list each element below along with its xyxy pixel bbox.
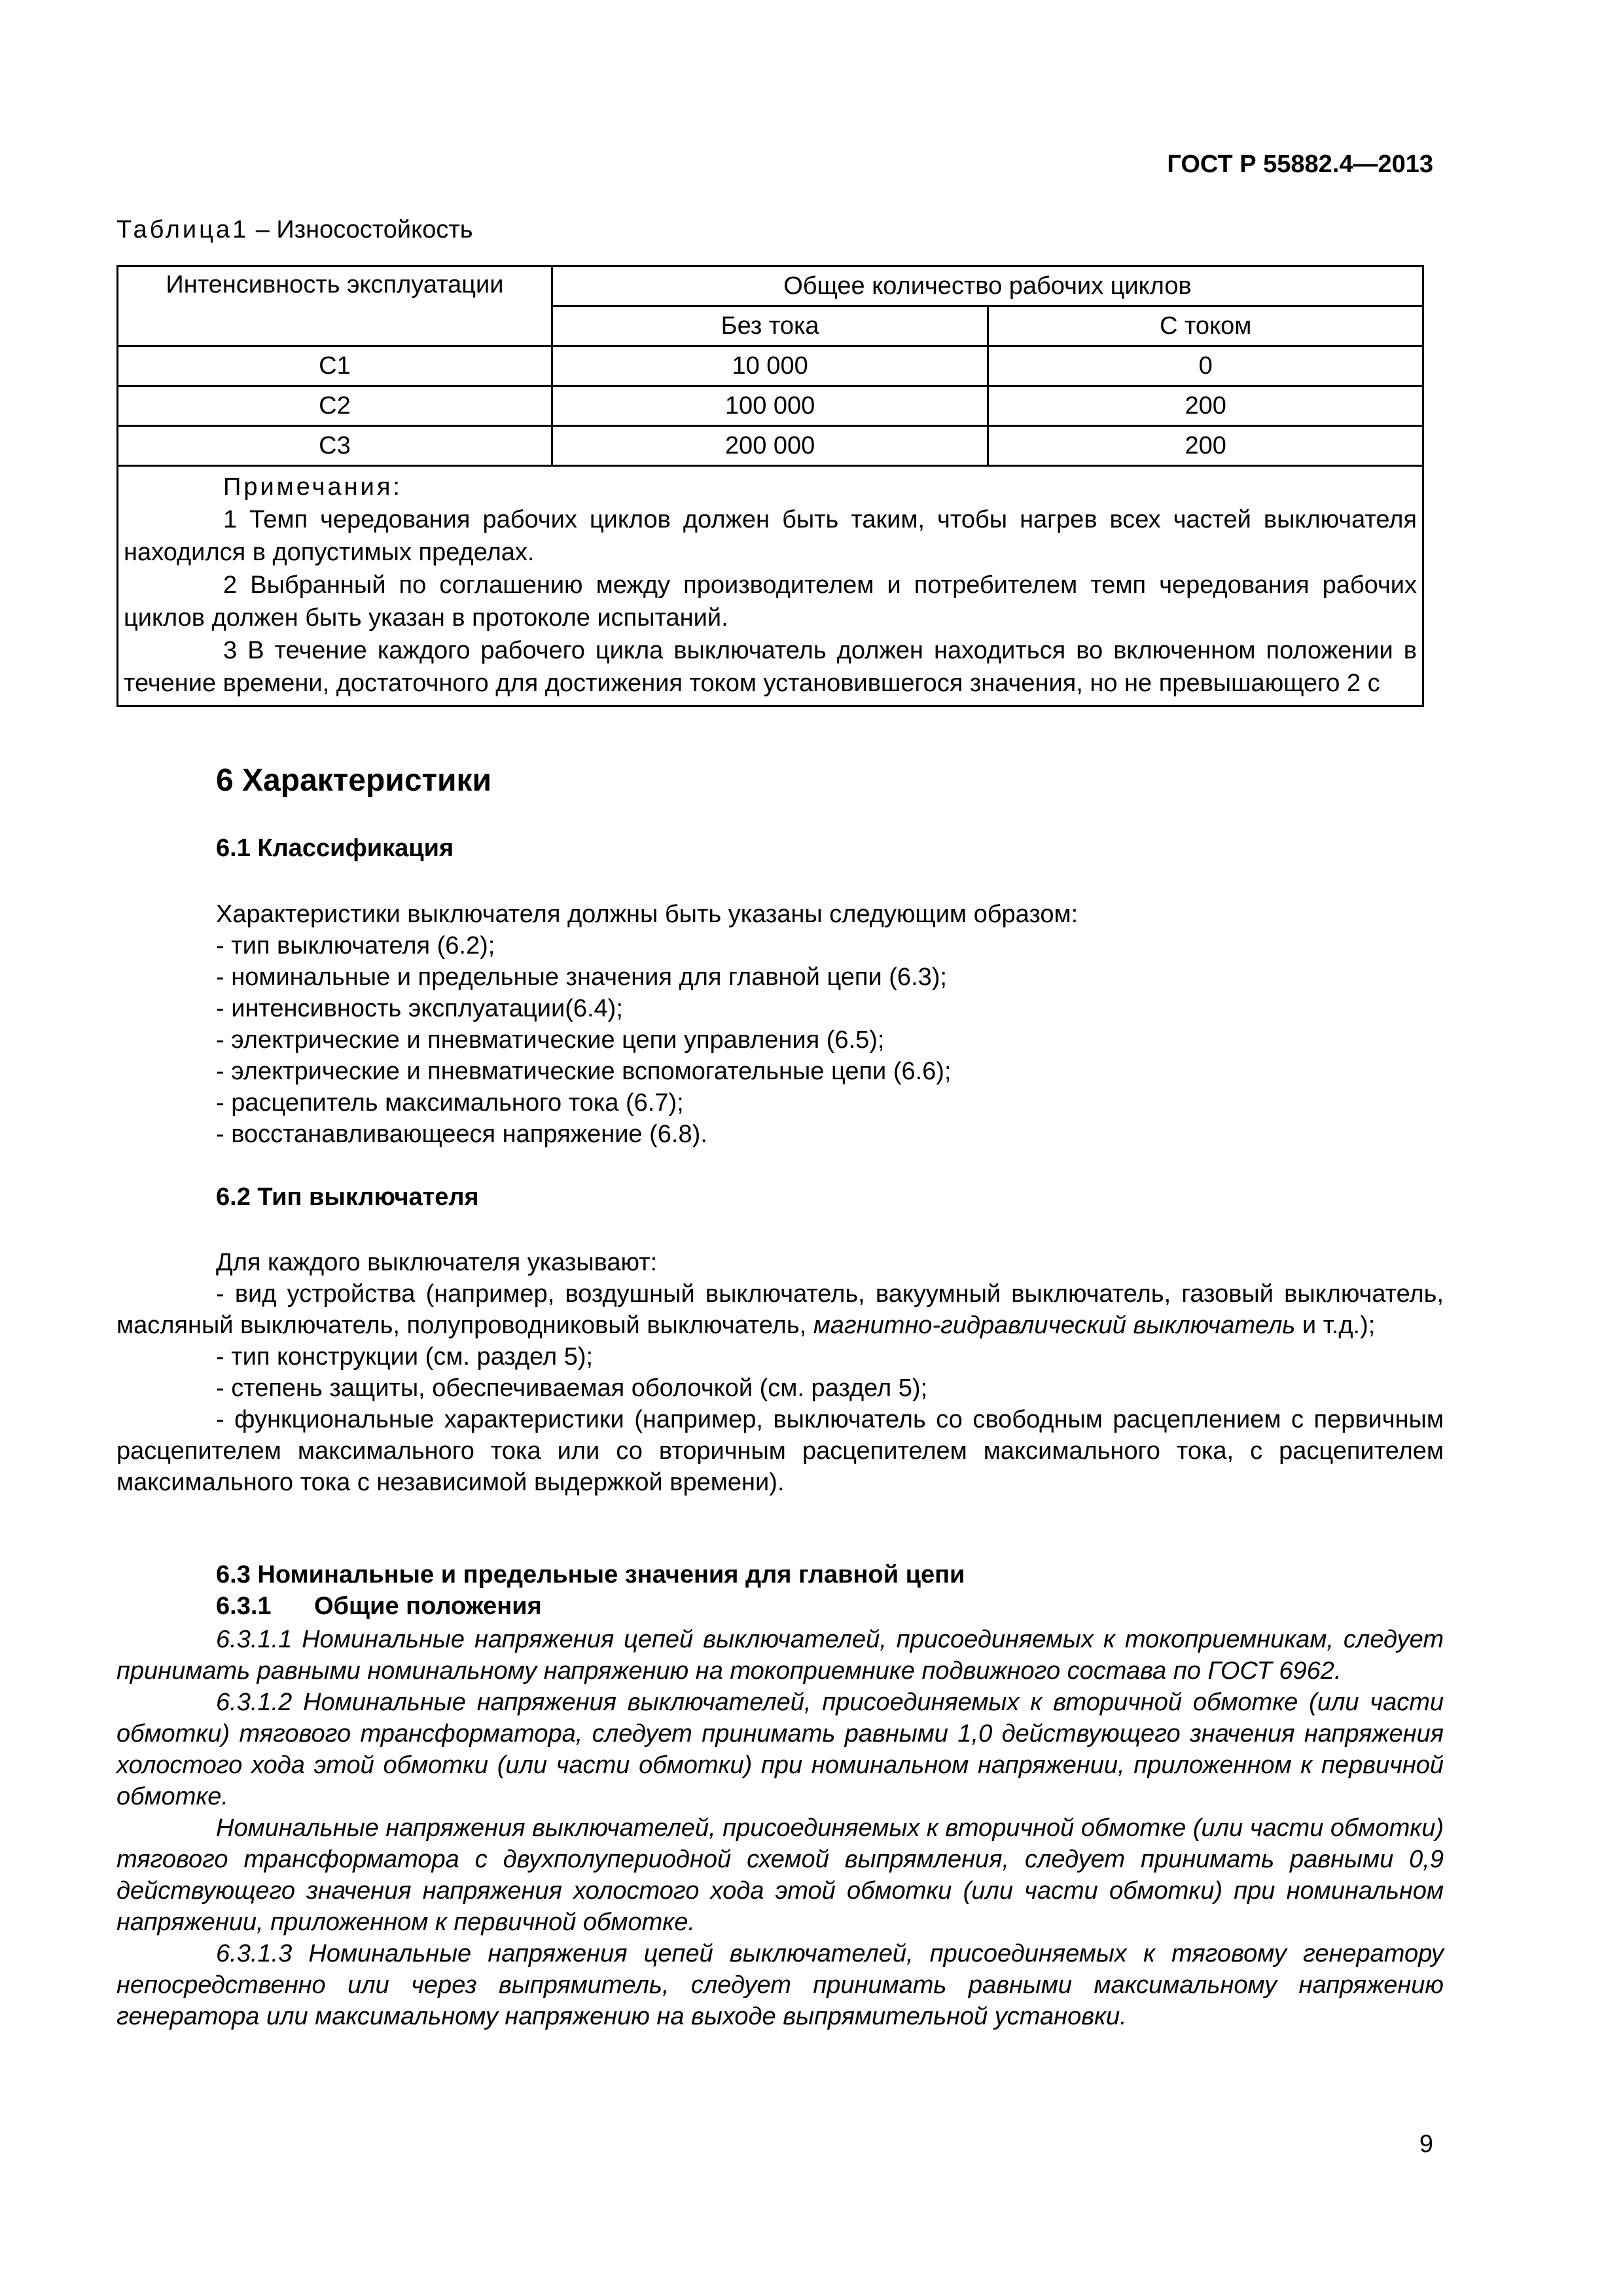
cell-no-current: 10 000	[552, 346, 988, 386]
table-notes-row	[118, 466, 1423, 706]
list-item: - электрические и пневматические цепи управления (6.5);	[216, 1026, 885, 1054]
table-row	[118, 386, 1423, 426]
cell-no-current: 100 000	[552, 386, 988, 426]
breaker-type-item-3: - степень защиты, обеспечиваемая оболочкой (см. раздел 5);	[216, 1374, 928, 1402]
cell-intensity: С2	[118, 386, 552, 426]
list-item: - интенсивность эксплуатации(6.4);	[216, 995, 623, 1022]
header-with-current: С током	[988, 306, 1423, 346]
breaker-type-item-1: - вид устройства (например, воздушный выключатель, вакуумный выключатель, газовый выключатель, масляный выключатель, полупроводниковый выключатель, магнитно-гидравлический выключатель и т.д.);	[116, 1280, 1444, 1339]
table-notes	[118, 466, 1423, 706]
notes-title: Примечания:	[223, 473, 402, 501]
header-total-cycles: Общее количество рабочих циклов	[552, 266, 1423, 306]
classification-list	[216, 899, 1078, 1150]
section-6-heading: 6 Характеристики	[216, 763, 492, 798]
paragraph-6-3-1-2: 6.3.1.2 Номинальные напряжения выключателей, присоединяемых к вторичной обмотке (или части обмотки) тягового трансформатора, следует принимать равными 1,0 действующего значения напряжения холостого хода этой обмотки (или части обмотки) при номинальном напряжении, приложенном к первичной обмотке.	[116, 1689, 1444, 1810]
table-row	[118, 346, 1423, 386]
table-caption	[116, 216, 473, 244]
section-6-3-heading: 6.3 Номинальные и предельные значения для главной цепи	[216, 1561, 965, 1588]
cell-with-current: 200	[988, 386, 1423, 426]
list-item: - тип выключателя (6.2);	[216, 932, 495, 960]
main-circuit-text	[116, 1624, 1444, 2032]
header-intensity: Интенсивность эксплуатации	[118, 266, 552, 346]
paragraph-6-3-1-3: 6.3.1.3 Номинальные напряжения цепей выключателей, присоединяемых к тяговому генератору непосредственно или через выпрямитель, следует принимать равными максимальному напряжению генератора или максимальному напряжению на выходе выпрямительной установки.	[116, 1940, 1444, 2030]
table-caption-title: – Износостойкость	[255, 216, 473, 243]
table-row	[118, 426, 1423, 466]
table-caption-word: Таблица	[116, 216, 232, 243]
list-item: - номинальные и предельные значения для главной цепи (6.3);	[216, 963, 947, 991]
paragraph-6-3-1-1: 6.3.1.1 Номинальные напряжения цепей выключателей, присоединяемых к токоприемникам, следует принимать равными номинальному напряжению на токоприемнике подвижного состава по ГОСТ 6962.	[116, 1626, 1444, 1685]
cell-intensity: С1	[118, 346, 552, 386]
breaker-type-item-2: - тип конструкции (см. раздел 5);	[216, 1343, 594, 1371]
table-header-row	[118, 266, 1423, 306]
wear-resistance-table	[116, 265, 1424, 707]
classification-intro: Характеристики выключателя должны быть указаны следующим образом:	[216, 901, 1079, 928]
section-6-2-heading: 6.2 Тип выключателя	[216, 1183, 479, 1211]
list-item: - расцепитель максимального тока (6.7);	[216, 1089, 684, 1117]
section-6-1-heading: 6.1 Классификация	[216, 834, 454, 862]
paragraph-6-3-1-2-cont: Номинальные напряжения выключателей, присоединяемых к вторичной обмотке (или части обмотки) тягового трансформатора с двухполупериодной схемой выпрямления, следует принимать равными 0,9 действующего значения напряжения холостого хода этой обмотки (или части обмотки) при номинальном напряжении, приложенном к первичной обмотке.	[116, 1814, 1444, 1936]
section-6-3-1-number: 6.3.1	[216, 1592, 272, 1620]
table-caption-number: 1	[232, 216, 249, 243]
breaker-type-block	[116, 1247, 1444, 1498]
list-item: - электрические и пневматические вспомогательные цепи (6.6);	[216, 1058, 952, 1085]
page-number: 9	[1419, 2130, 1433, 2158]
header-no-current: Без тока	[552, 306, 988, 346]
note-2: 2 Выбранный по соглашению между производителем и потребителем темп чередования рабочих циклов должен быть указан в протоколе испытаний.	[124, 571, 1417, 632]
cell-intensity: С3	[118, 426, 552, 466]
section-6-3-1-title: Общие положения	[314, 1592, 542, 1620]
breaker-type-item-4: - функциональные характеристики (например, выключатель со свободным расцеплением с первичным расцепителем максимального тока или со вторичным расцепителем максимального тока, с расцепителем максимального тока с независимой выдержкой времени).	[116, 1406, 1444, 1496]
note-3: 3 В течение каждого рабочего цикла выключатель должен находиться во включенном положении в течение времени, достаточного для достижения током установившегося значения, но не превышающего 2 с	[124, 637, 1417, 697]
breaker-type-intro: Для каждого выключателя указывают:	[216, 1249, 658, 1276]
cell-no-current: 200 000	[552, 426, 988, 466]
cell-with-current: 200	[988, 426, 1423, 466]
note-1: 1 Темп чередования рабочих циклов должен быть таким, чтобы нагрев всех частей выключателя находился в допустимых пределах.	[124, 506, 1417, 566]
cell-with-current: 0	[988, 346, 1423, 386]
list-item: - восстанавливающееся напряжение (6.8).	[216, 1121, 707, 1148]
document-code: ГОСТ Р 55882.4—2013	[1167, 151, 1433, 178]
section-6-3-1-heading	[216, 1592, 542, 1621]
